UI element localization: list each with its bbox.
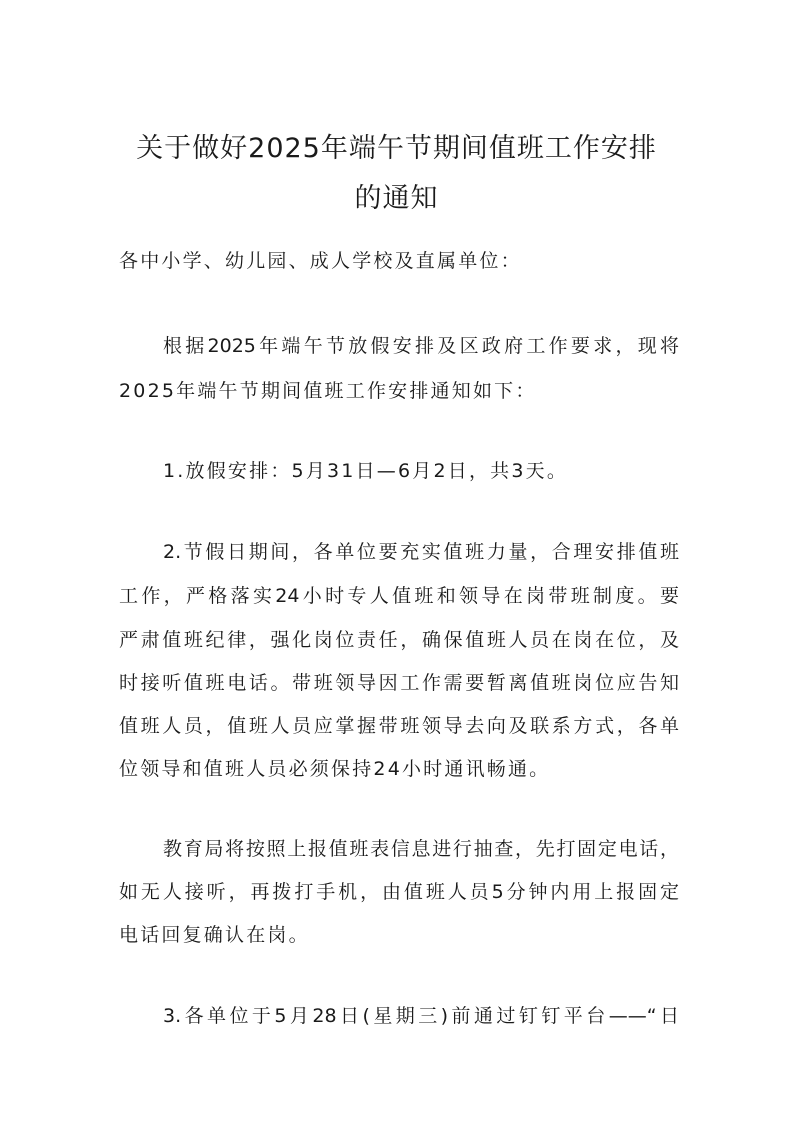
- check-paragraph-line-3: 电话回复确认在岗。: [119, 924, 310, 946]
- document-title-line-2: 的通知: [354, 183, 439, 214]
- item-2-line-1: 2.节假日期间，各单位要充实值班力量，合理安排值班: [163, 541, 679, 563]
- paragraph-1-line-2: 2025年端午节期间值班工作安排通知如下：: [119, 380, 537, 402]
- item-2-line-5: 值班人员，值班人员应掌握带班领导去向及联系方式，各单: [119, 715, 679, 737]
- item-1: 1.放假安排：5月31日—6月2日，共3天。: [163, 460, 569, 482]
- item-2-line-6: 位领导和值班人员必须保持24小时通讯畅通。: [119, 758, 551, 780]
- item-2-line-4: 时接听值班电话。带班领导因工作需要暂离值班岗位应告知: [119, 672, 679, 694]
- check-paragraph-line-2: 如无人接听，再拨打手机，由值班人员5分钟内用上报固定: [119, 881, 679, 903]
- item-2-line-2: 工作，严格落实24小时专人值班和领导在岗带班制度。要: [119, 585, 679, 607]
- paragraph-1-line-1: 根据2025年端午节放假安排及区政府工作要求，现将: [163, 335, 679, 357]
- salutation: 各中小学、幼儿园、成人学校及直属单位：: [119, 250, 522, 272]
- document-title-line-1: 关于做好2025年端午节期间值班工作安排: [136, 133, 657, 164]
- item-3-line-1: 3.各单位于5月28日(星期三)前通过钉钉平台——“日: [163, 1005, 679, 1027]
- check-paragraph-line-1: 教育局将按照上报值班表信息进行抽查，先打固定电话，: [163, 838, 679, 860]
- item-2-line-3: 严肃值班纪律，强化岗位责任，确保值班人员在岗在位，及: [119, 629, 679, 651]
